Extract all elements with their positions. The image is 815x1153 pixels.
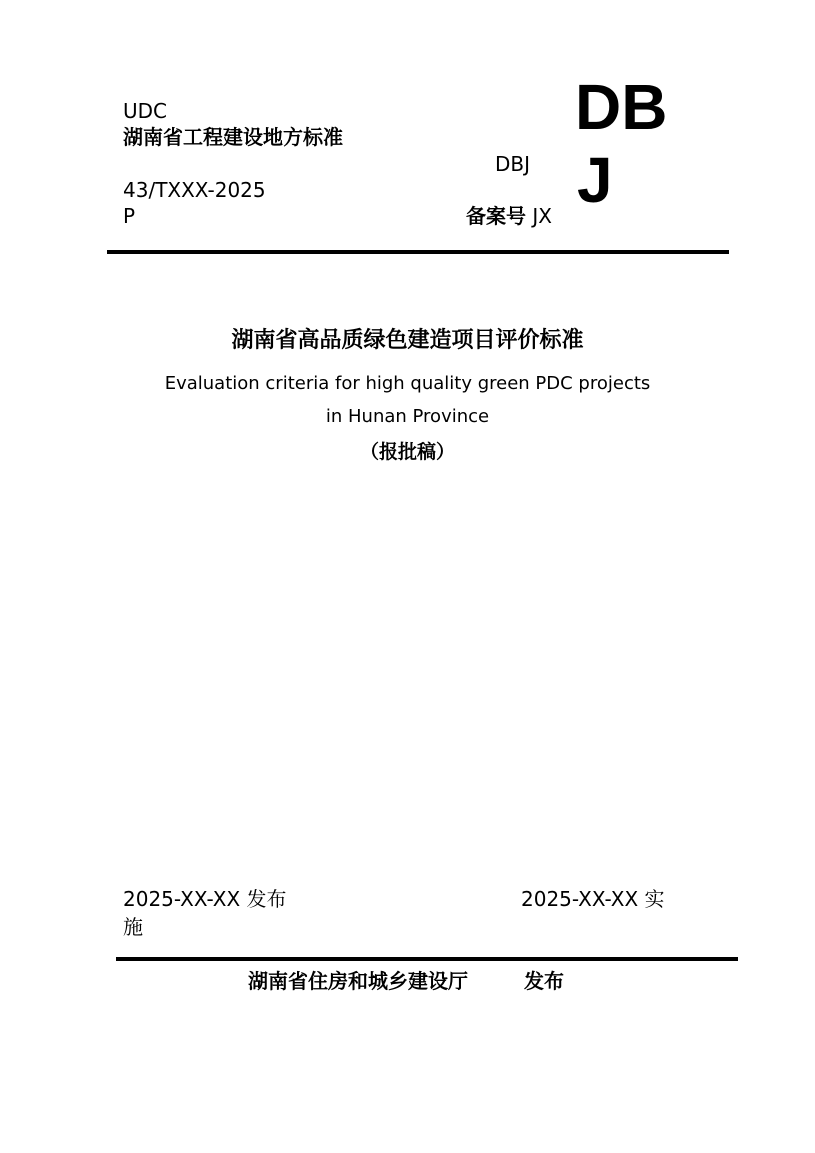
big-code-j: J [577, 144, 613, 216]
publish-date: 2025-XX-XX 发布 [123, 887, 287, 911]
implement-date: 2025-XX-XX 实 [521, 887, 665, 911]
publisher-name: 湖南省住房和城乡建设厅 [248, 969, 468, 993]
publish-date-wrap: 施 [123, 915, 143, 939]
standard-code-line1: 43/TXXX-2025 [123, 178, 266, 202]
title-english-line1: Evaluation criteria for high quality green PDC projects [164, 373, 651, 394]
title-chinese: 湖南省高品质绿色建造项目评价标准 [231, 328, 584, 353]
draft-status: （报批稿） [359, 441, 455, 463]
title-english-line2: in Hunan Province [325, 406, 490, 427]
record-label: 备案号 [466, 204, 526, 228]
header-divider [107, 250, 729, 254]
publish-action: 发布 [524, 969, 564, 993]
footer-divider [116, 957, 738, 961]
dbj-label: DBJ [495, 152, 531, 176]
big-code-db: DB [575, 71, 668, 143]
standard-type: 湖南省工程建设地方标准 [123, 125, 343, 149]
udc-label: UDC [123, 99, 168, 123]
record-number [466, 203, 552, 229]
standard-code-line2: P [123, 204, 136, 228]
record-value: JX [532, 204, 552, 228]
